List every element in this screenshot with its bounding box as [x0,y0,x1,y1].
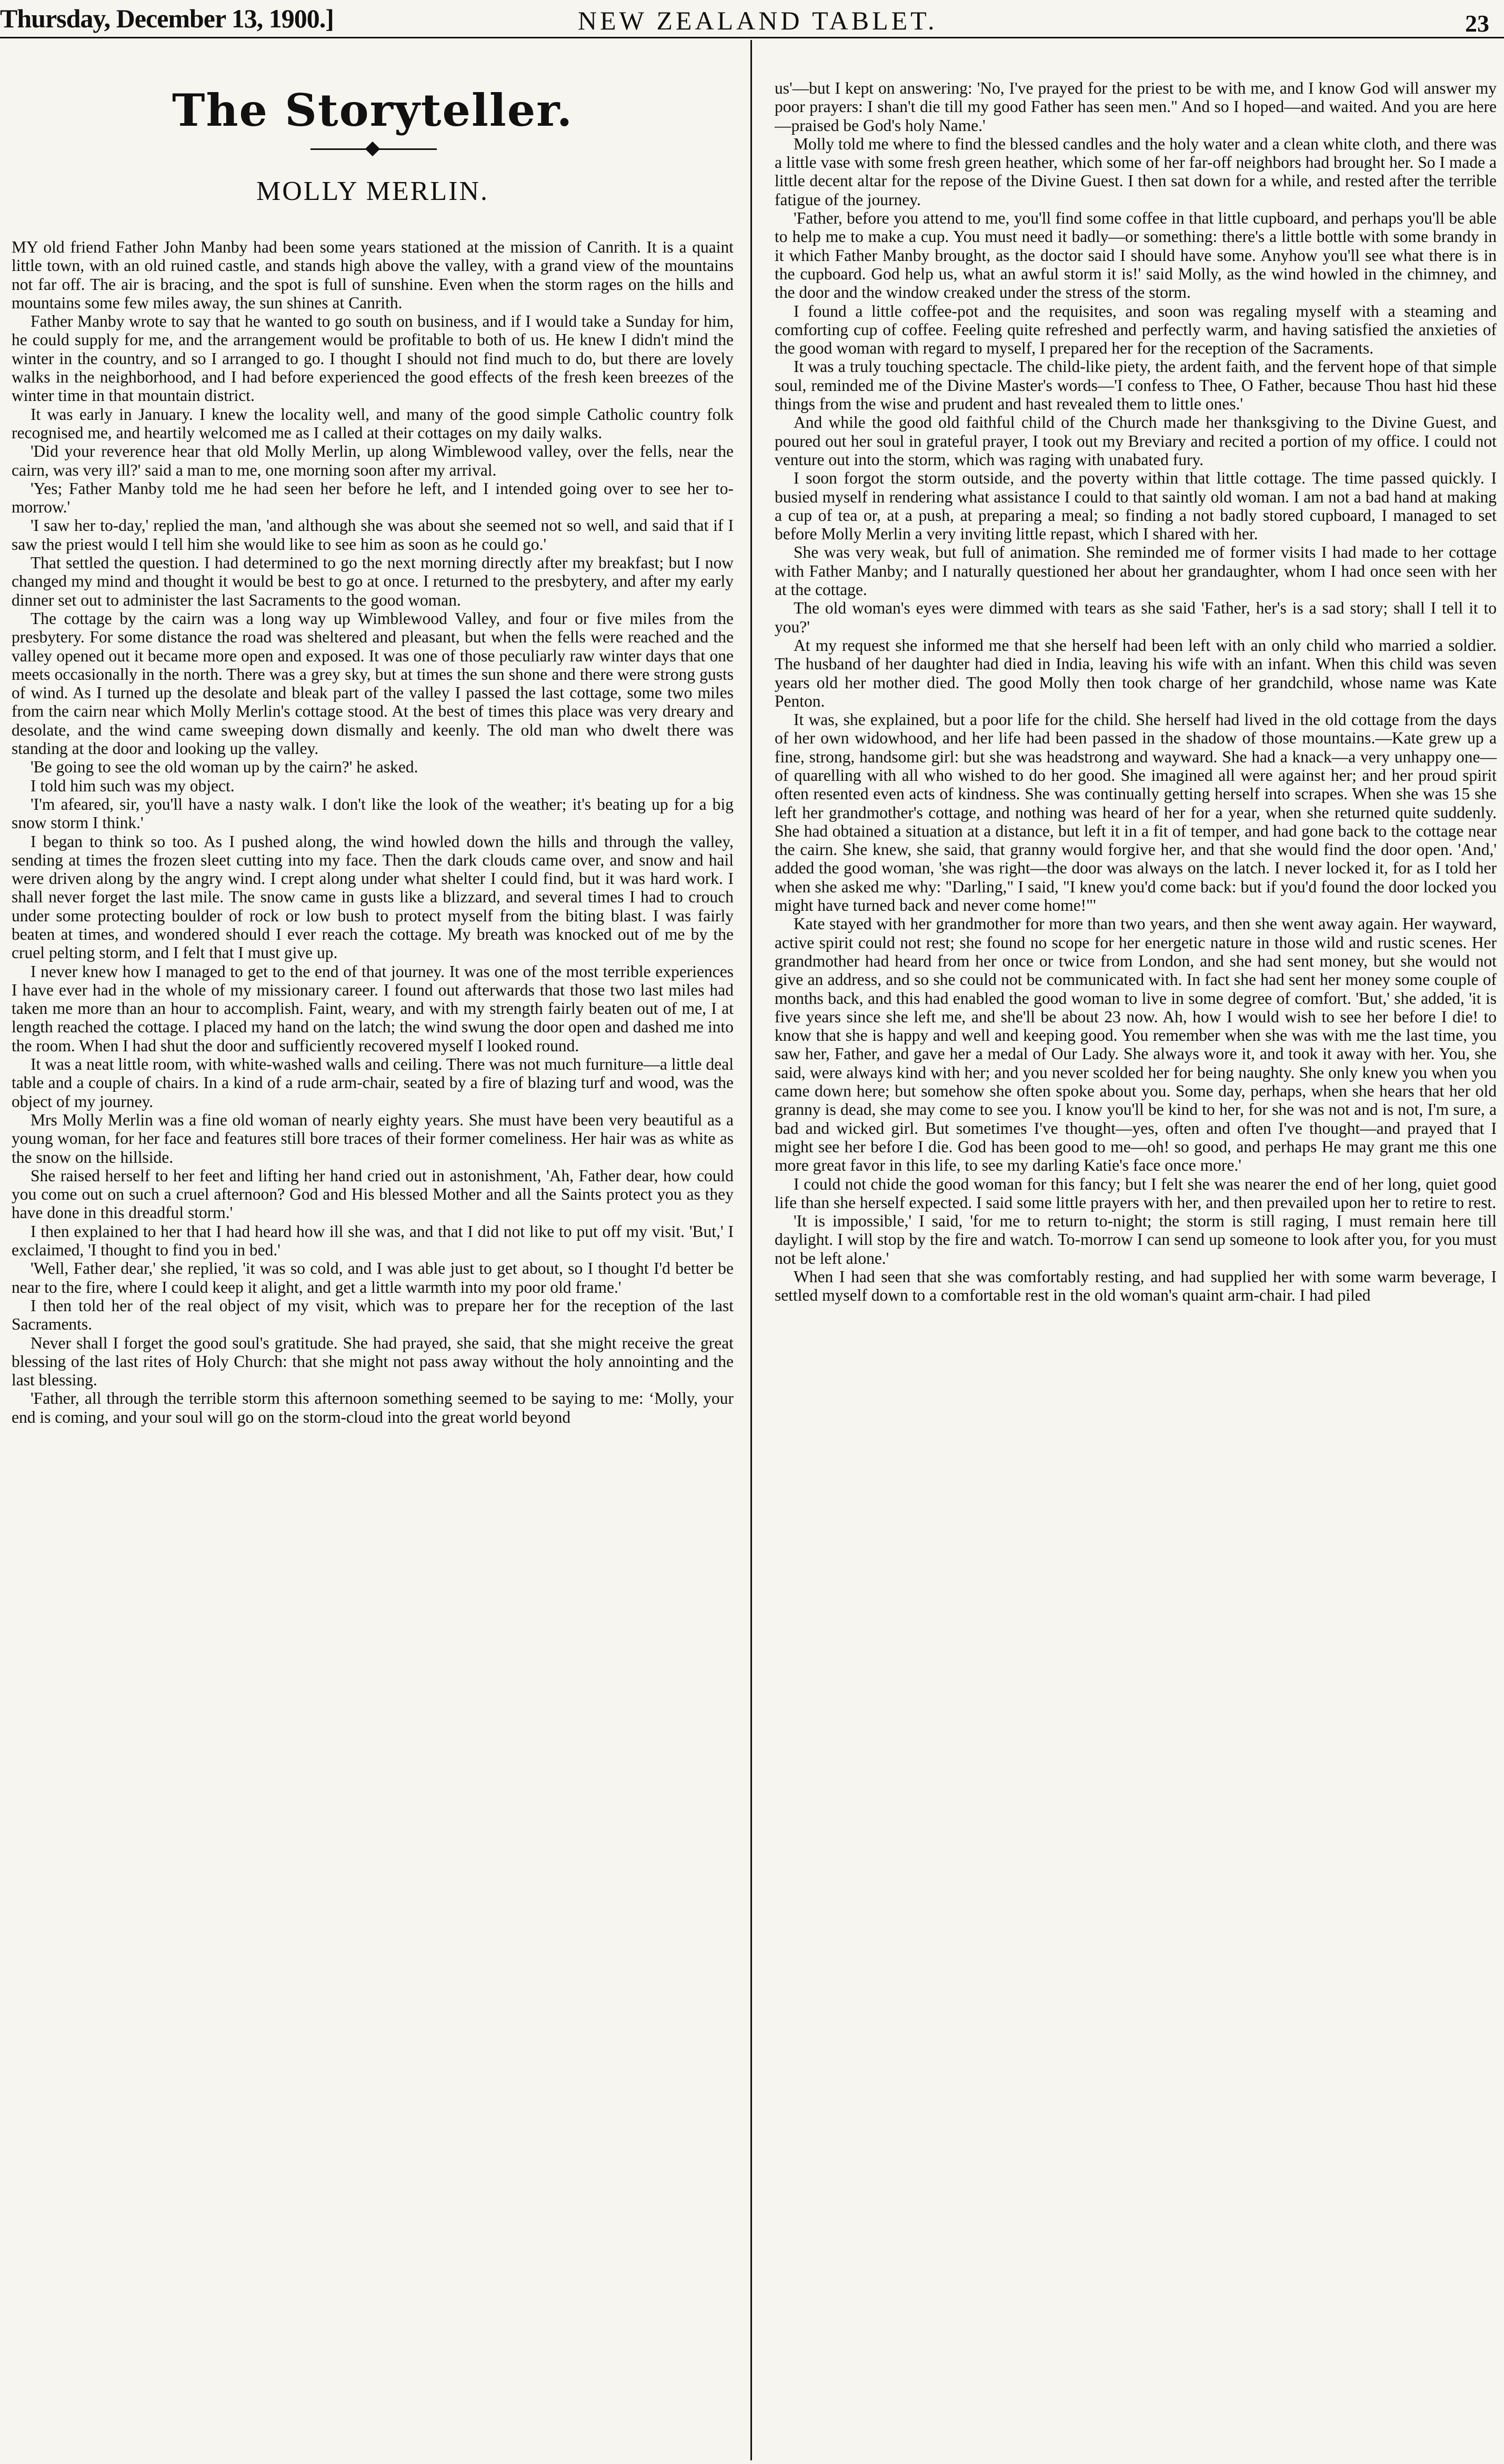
paragraph: 'Did your reverence hear that old Molly Merlin, up along Wimblewood valley, over the fells, near the cairn, was very ill?' said a man to me, one morning soon after my arrival. [12,442,734,479]
paragraph: I then told her of the real object of my visit, which was to prepare her for the reception of the last Sacraments. [12,1296,734,1334]
paragraph: 'Father, before you attend to me, you'll find some coffee in that little cupboard, and perhaps you'll be able to help me to make a cup. You must need it badly—or something: there's a little bottle with some brandy in it which Father Manby brought, as the doctor said I should have some. Anyhow you'll see what there is in the cupboard. God help us, what an awful storm it is!' said Molly, as the wind howled in the chimney, and the door and the window creaked under the stress of the storm. [775,209,1497,302]
paragraph: Never shall I forget the good soul's gratitude. She had prayed, she said, that she might receive the great blessing of the last rites of Holy Church: that she might not pass away without the holy annointing and the last blessing. [12,1333,734,1390]
paragraph: I found a little coffee-pot and the requisites, and soon was regaling myself with a steaming and comforting cup of coffee. Feeling quite refreshed and perfectly warm, and having satisfied the anxieties of the good woman with regard to myself, I prepared her for the reception of the Sacraments. [775,301,1497,358]
paragraph: At my request she informed me that she herself had been left with an only child who married a soldier. The husband of her daughter had died in India, leaving his wife with an infant. When this child was seven years old her mother died. The good Molly then took charge of her grandchild, whose name was Kate Penton. [775,636,1497,710]
paragraph: 'It is impossible,' I said, 'for me to return to-night; the storm is still raging, I must remain here till daylight. I will stop by the fire and watch. To-morrow I can send up someone to look after you, for you must not be left alone.' [775,1212,1497,1268]
paragraph: Kate stayed with her grandmother for more than two years, and then she went away again. Her wayward, active spirit could not rest; she found no scope for her energetic nature in those wild and rustic scenes. Her grandmother had heard from her once or twice from London, and she had sent money, but she would not give an address, and so she could not be communicated with. In fact she had sent her money some couple of months back, and this had enabled the good woman to live in some degree of comfort. 'But,' she added, 'it is five years since she left me, and she'll be about 23 now. Ah, how I would wish to see her before I die! to know that she is happy and well and keeping good. You remember when she was with me the last time, you saw her, Father, and gave her a medal of Our Lady. She always wore it, and took it away with her. You, she said, were always kind with her; and you never scolded her for being naughty. She only knew you when you came down here; but somehow she often spoke about you. Some day, perhaps, when she hears that her old granny is dead, she may come to see you. I know you'll be kind to her, for she was not and is not, I'm sure, a bad and wicked girl. But sometimes I've thought—yes, often and often I've thought—and prayed that I might see her before I die. God has been good to me—oh! so good, and perhaps He may grant me this one more great favor in this life, to see my darling Katie's face once more.' [775,914,1497,1175]
paragraph: She raised herself to her feet and lifting her hand cried out in astonishment, 'Ah, Father dear, how could you come out on such a cruel afternoon? God and His blessed Mother and all the Saints protect you as they have done in this dreadful storm.' [12,1166,734,1222]
paragraph: us'—but I kept on answering: 'No, I've prayed for the priest to be with me, and I know God will answer my poor prayers: I shan't die till my good Father has seen men." And so I hoped—and waited. And you are here—praised be God's holy Name.' [775,79,1497,135]
paragraph: MY old friend Father John Manby had been some years stationed at the mission of Canrith. It is a quaint little town, with an old ruined castle, and stands high above the valley, with a grand view of the mountains not far off. The air is bracing, and the spot is full of sunshine. Even when the storm rages on the hills and mountains some few miles away, the sun shines at Canrith. [12,238,734,312]
publication-title: NEW ZEALAND TABLET. [578,6,938,35]
paragraph: 'I saw her to-day,' replied the man, 'and although she was about she seemed not so well, and said that if I saw the priest would I tell him she would like to see him as soon as he could go.' [12,516,734,554]
paragraph: Mrs Molly Merlin was a fine old woman of nearly eighty years. She must have been very beautiful as a young woman, for her face and features still bore traces of their former comeliness. Her hair was as white as the snow on the hillside. [12,1110,734,1166]
paragraph: It was early in January. I knew the locality well, and many of the good simple Catholic country folk recognised me, and heartily welcomed me as I called at their cottages on my daily walks. [12,405,734,442]
paragraph: The cottage by the cairn was a long way up Wimblewood Valley, and four or five miles from the presbytery. For some distance the road was sheltered and pleasant, but when the fells were reached and the valley opened out it became more open and exposed. It was one of those peculiarly raw winter days that one meets occasionally in the north. There was a grey sky, but at times the sun shone and there were strong gusts of wind. As I turned up the desolate and bleak part of the valley I passed the last cottage, some two miles from the cairn near which Molly Merlin's cottage stood. At the best of times this place was very dreary and desolate, and the wind came sweeping down dismally and keenly. The old man who dwelt there was standing at the door and looking up the valley. [12,609,734,758]
paragraph: 'I'm afeared, sir, you'll have a nasty walk. I don't like the look of the weather; it's beating up for a big snow storm I think.' [12,794,734,832]
paragraph: She was very weak, but full of animation. She reminded me of former visits I had made to her cottage with Father Manby; and I naturally questioned her about her grandaughter, whom I had once seen with her at the cottage. [775,543,1497,599]
column-divider [750,40,752,2460]
header-date: Thursday, December 13, 1900.] [0,4,334,33]
paragraph: 'Be going to see the old woman up by the cairn?' he asked. [31,758,418,777]
paragraph: That settled the question. I had determined to go the next morning directly after my breakfast; but I now changed my mind and thought it would be best to go at once. I returned to the presbytery, and after my early dinner set out to administer the last Sacraments to the good woman. [12,554,734,609]
left-column [12,238,734,1426]
paragraph: The old woman's eyes were dimmed with tears as she said 'Father, her's is a sad story; shall I tell it to you?' [775,599,1497,636]
paragraph: Molly told me where to find the blessed candles and the holy water and a clean white cloth, and there was a little vase with some fresh green heather, which some of her far-off neighbors had brought her. So I made a little decent altar for the repose of the Divine Guest. I then sat down for a while, and rested after the terrible fatigue of the journey. [775,134,1497,209]
paragraph: When I had seen that she was comfortably resting, and had supplied her with some warm beverage, I settled myself down to a comfortable rest in the old woman's quaint arm-chair. I had piled [775,1268,1497,1305]
paragraph: Father Manby wrote to say that he wanted to go south on business, and if I would take a Sunday for him, he could supply for me, and the arrangement would be profitable to both of us. He knew I didn't mind the winter in the country, and so I arranged to go. I thought I should not find much to do, but there are lovely walks in the neighborhood, and I had before experienced the good effects of the fresh keen breezes of the winter time in that mountain district. [12,312,734,405]
paragraph: 'Yes; Father Manby told me he had seen her before he left, and I intended going over to see her to-morrow.' [12,479,734,517]
paragraph: It was, she explained, but a poor life for the child. She herself had lived in the old cottage from the days of her own widowhood, and her life had been passed in the shadow of those mountains.—Kate grew up a fine, strong, handsome girl: but she was headstrong and wayward. She had a knack—a very unhappy one—of quarelling with all who wished to do her good. She imagined all were against her; and her proud spirit often resented even acts of kindness. She was continually getting herself into scrapes. When she was 15 she left her grandmother's cottage, and nothing was heard of her for a year, when she returned quite suddenly. She had obtained a situation at a distance, but left it in a fit of temper, and had gone back to the cottage near the cairn. She knew, she said, that granny would forgive her, and that she would find the door open. 'And,' added the good woman, 'she was right—the door was always on the latch. I never locked it, for as I told her when she asked me why: "Darling," I said, "I knew you'd come back: but if you'd found the door locked you might have turned back and never come home!"' [775,710,1497,915]
paragraph: 'Father, all through the terrible storm this afternoon something seemed to be saying to me: ‘Molly, your end is coming, and your soul will go on the storm-cloud into the great world beyond [12,1389,734,1426]
diamond-ornament-icon [365,142,380,156]
story-title: MOLLY MERLIN. [256,176,489,206]
paragraph: I soon forgot the storm outside, and the poverty within that little cottage. The time passed quickly. I busied myself in rendering what assistance I could to that saintly old woman. I am not a bad hand at making a cup of tea or, at a push, at preparing a meal; so finding a not badly stored cupboard, I managed to set before Molly Merlin a very inviting little repast, which I shared with her. [775,469,1497,544]
right-column [775,79,1497,1305]
paragraph: And while the good old faithful child of the Church made her thanksgiving to the Divine Guest, and poured out her soul in grateful prayer, I took out my Breviary and recited a portion of my office. I could not venture out into the storm, which was raging with unabated fury. [775,413,1497,469]
paragraph: It was a neat little room, with white-washed walls and ceiling. There was not much furniture—a little deal table and a couple of chairs. In a kind of a rude arm-chair, seated by a fire of blazing turf and wood, was the object of my journey. [12,1055,734,1111]
page-number: 23 [1465,10,1489,37]
paragraph: I began to think so too. As I pushed along, the wind howled down the hills and through the valley, sending at times the frozen sleet cutting into my face. Then the dark clouds came over, and snow and hail were driven along by the angry wind. I crept along under what shelter I could find, but it was hard work. I shall never forget the last mile. The snow came in gusts like a blizzard, and several times I had to crouch under some protecting boulder of rock or low bush to protect myself from the biting blast. I was fairly beaten at times, and wondered should I ever reach the cottage. My breath was knocked out of me by the cruel pelting storm, and I felt that I must give up. [12,832,734,962]
paragraph: I then explained to her that I had heard how ill she was, and that I did not like to put off my visit. 'But,' I exclaimed, 'I thought to find you in bed.' [12,1222,734,1260]
paragraph: I told him such was my object. [31,776,235,795]
paragraph: I never knew how I managed to get to the end of that journey. It was one of the most terrible experiences I have ever had in the whole of my missionary career. I found out afterwards that those two last miles had taken me more than an hour to accomplish. Faint, weary, and with my strength fairly beaten out of me, I at length reached the cottage. I placed my hand on the latch; the wind swung the door open and dashed me into the room. When I had shut the door and sufficiently recovered myself I looked round. [12,962,734,1055]
section-title: The Storyteller. [172,84,574,136]
paragraph: I could not chide the good woman for this fancy; but I felt she was nearer the end of her long, quiet good life than she herself expected. I said some little prayers with her, and then prevailed upon her to retire to rest. [775,1174,1497,1212]
paragraph: It was a truly touching spectacle. The child-like piety, the ardent faith, and the fervent hope of that simple soul, reminded me of the Divine Master's words—'I confess to Thee, O Father, because Thou hast hid these things from the wise and prudent and hast revealed them to little ones.' [775,357,1497,414]
paragraph: 'Well, Father dear,' she replied, 'it was so cold, and I was able just to get about, so I thought I'd better be near to the fire, where I could keep it alight, and get a little warmth into my poor old frame.' [12,1259,734,1296]
page-header [0,0,1504,38]
